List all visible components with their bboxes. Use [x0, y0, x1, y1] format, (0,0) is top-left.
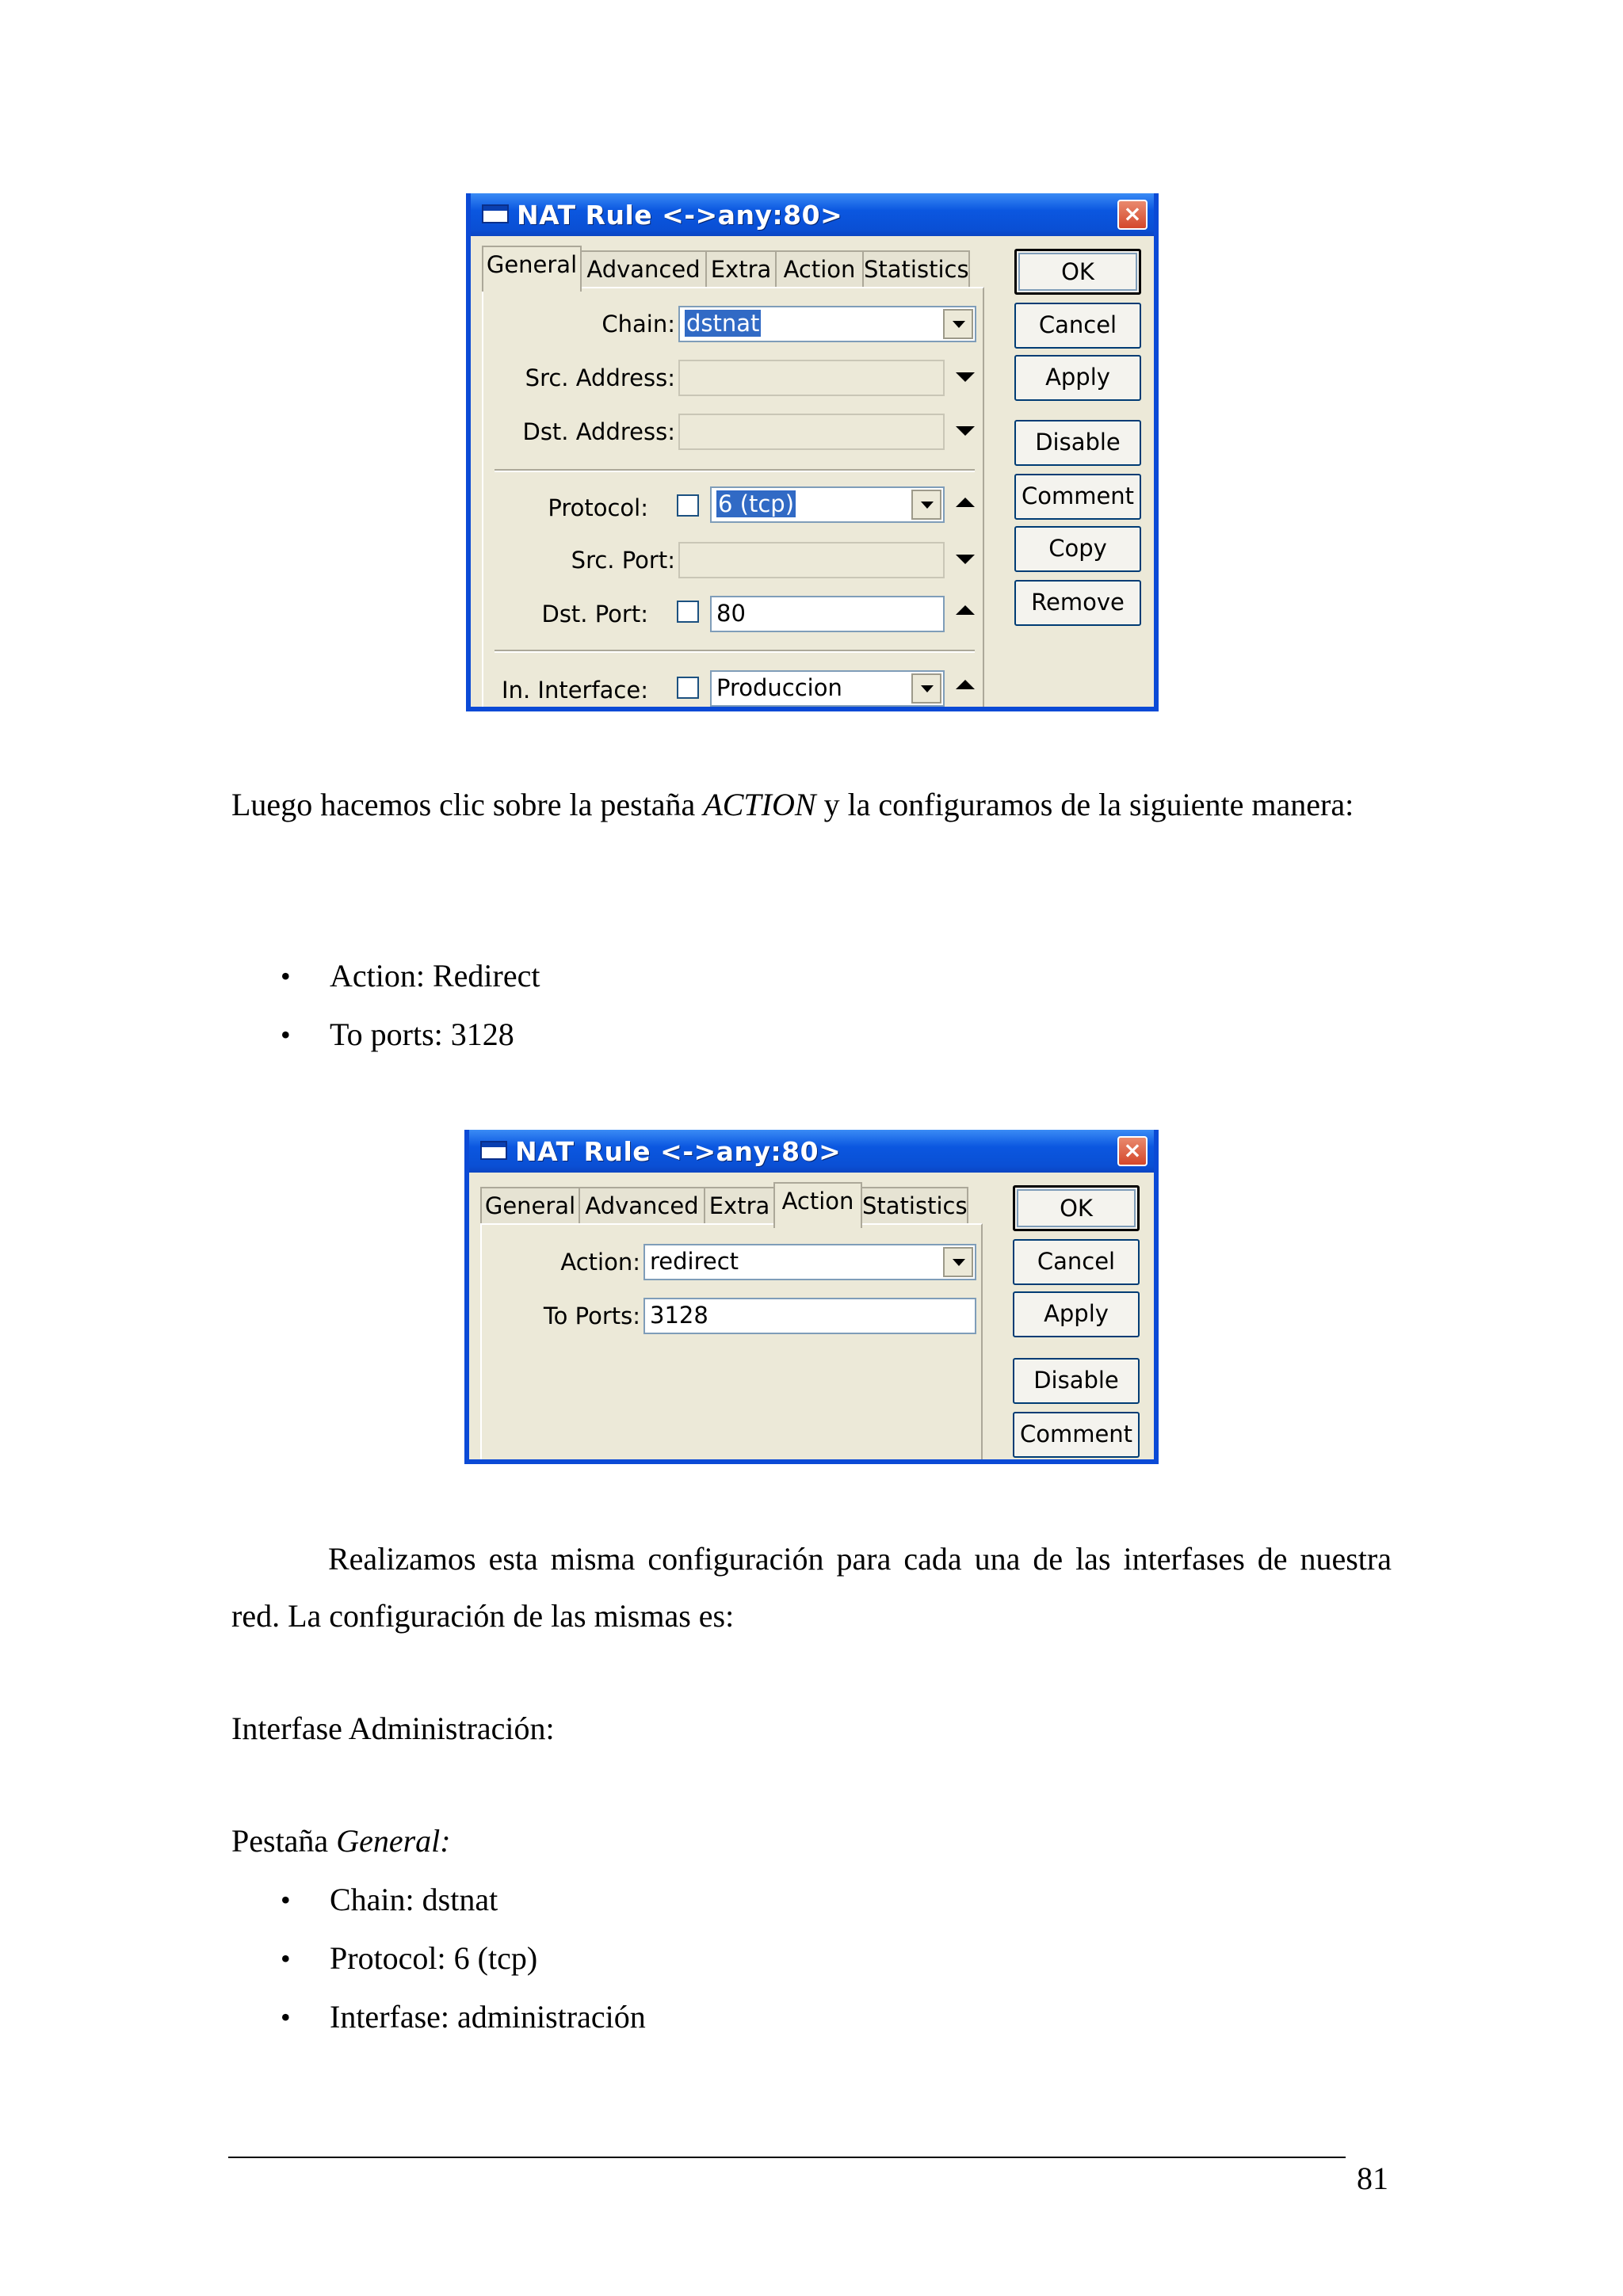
bullet-icon: • — [281, 960, 291, 992]
collapse-up-icon[interactable] — [956, 680, 975, 689]
tab-action[interactable]: Action — [773, 1182, 862, 1228]
comment-button[interactable]: Comment — [1013, 1412, 1140, 1458]
close-icon[interactable]: × — [1117, 200, 1148, 230]
dst-port-negate-checkbox[interactable] — [677, 601, 699, 623]
tab-statistics[interactable]: Statistics — [861, 1187, 968, 1225]
list-item — [281, 1016, 514, 1054]
footer-rule — [228, 2157, 1346, 2158]
chain-value: dstnat — [686, 310, 760, 337]
dst-port-field[interactable]: 80 — [710, 596, 945, 632]
separator — [495, 650, 975, 653]
src-address-label: Src. Address: — [525, 364, 675, 391]
dst-port-label: Dst. Port: — [541, 601, 648, 627]
expand-down-icon[interactable] — [956, 426, 975, 436]
close-icon[interactable]: × — [1117, 1136, 1148, 1166]
src-address-field[interactable] — [678, 360, 945, 396]
tab-extra[interactable]: Extra — [705, 250, 777, 288]
chevron-down-icon[interactable] — [911, 490, 941, 520]
protocol-negate-checkbox[interactable] — [677, 494, 699, 517]
in-interface-select[interactable] — [710, 670, 945, 707]
pestana-emphasis: General: — [336, 1823, 451, 1859]
apply-button[interactable]: Apply — [1013, 1291, 1140, 1337]
expand-down-icon[interactable] — [956, 555, 975, 564]
apply-button[interactable]: Apply — [1014, 355, 1141, 401]
bullet-icon: • — [281, 1019, 291, 1051]
list-item — [281, 1939, 538, 1978]
tab-statistics[interactable]: Statistics — [862, 250, 970, 288]
protocol-value: 6 (tcp) — [718, 490, 795, 517]
src-port-field[interactable] — [678, 542, 945, 578]
collapse-up-icon[interactable] — [956, 498, 975, 507]
paragraph-emphasis: ACTION — [703, 787, 816, 822]
list-item — [281, 1998, 646, 2036]
window-title: NAT Rule <->any:80> — [517, 200, 843, 231]
chevron-down-icon[interactable] — [943, 1247, 973, 1277]
paragraph-config-line1: Realizamos esta misma configuración para cada una de las interfases de nuestra — [328, 1541, 1392, 1577]
bullet-icon: • — [281, 1884, 291, 1916]
tab-extra[interactable]: Extra — [704, 1187, 775, 1225]
tab-general[interactable]: General — [482, 246, 582, 292]
pestana-text: Pestaña — [231, 1823, 337, 1859]
in-interface-negate-checkbox[interactable] — [677, 677, 699, 699]
collapse-up-icon[interactable] — [956, 605, 975, 615]
bullet-icon: • — [281, 2001, 291, 2033]
list-item-text: To ports: 3128 — [330, 1016, 514, 1052]
title-bar[interactable] — [466, 193, 1159, 236]
list-item-text: Chain: dstnat — [330, 1882, 498, 1917]
comment-button[interactable]: Comment — [1014, 474, 1141, 520]
nat-rule-dialog-action — [464, 1130, 1159, 1464]
subheading-interfase: Interfase Administración: — [231, 1711, 555, 1746]
tab-action[interactable]: Action — [775, 250, 864, 288]
paragraph-text: Luego hacemos clic sobre la pestaña — [231, 787, 704, 822]
in-interface-label: In. Interface: — [502, 677, 648, 704]
action-value: redirect — [650, 1248, 739, 1275]
chevron-down-icon[interactable] — [943, 309, 973, 339]
cancel-button[interactable]: Cancel — [1013, 1239, 1140, 1285]
chain-select[interactable] — [678, 306, 976, 342]
title-bar[interactable] — [464, 1130, 1159, 1173]
list-item-text: Interfase: administración — [330, 1999, 646, 2035]
dst-address-label: Dst. Address: — [522, 418, 675, 445]
to-ports-label: To Ports: — [543, 1302, 640, 1329]
disable-button[interactable]: Disable — [1013, 1358, 1140, 1404]
tab-general[interactable]: General — [480, 1187, 580, 1225]
paragraph-action-intro — [231, 786, 1354, 824]
disable-button[interactable]: Disable — [1014, 420, 1141, 466]
window-icon — [480, 1141, 507, 1160]
action-select[interactable] — [643, 1244, 976, 1280]
protocol-select[interactable] — [710, 486, 945, 523]
pestana-heading — [231, 1822, 451, 1860]
paragraph-text: y la configuramos de la siguiente manera: — [815, 787, 1354, 822]
expand-down-icon[interactable] — [956, 372, 975, 382]
action-label: Action: — [560, 1249, 640, 1276]
window-icon — [482, 204, 509, 223]
nat-rule-dialog-general — [466, 193, 1159, 711]
list-item — [281, 1881, 498, 1919]
to-ports-field[interactable]: 3128 — [643, 1298, 976, 1334]
bullet-icon: • — [281, 1943, 291, 1974]
tab-advanced[interactable]: Advanced — [579, 1187, 705, 1225]
separator — [495, 469, 975, 472]
src-port-label: Src. Port: — [571, 547, 675, 574]
dst-address-field[interactable] — [678, 414, 945, 450]
tab-advanced[interactable]: Advanced — [580, 250, 707, 288]
ok-button[interactable]: OK — [1013, 1185, 1140, 1231]
list-item-text: Action: Redirect — [330, 958, 540, 994]
window-title: NAT Rule <->any:80> — [515, 1136, 842, 1167]
in-interface-value: Produccion — [716, 674, 842, 701]
list-item — [281, 957, 540, 995]
chain-label: Chain: — [601, 311, 675, 338]
page-number: 81 — [1357, 2161, 1388, 2196]
protocol-label: Protocol: — [548, 494, 648, 521]
copy-button[interactable]: Copy — [1014, 526, 1141, 572]
list-item-text: Protocol: 6 (tcp) — [330, 1940, 538, 1976]
chevron-down-icon[interactable] — [911, 673, 941, 704]
cancel-button[interactable]: Cancel — [1014, 303, 1141, 349]
ok-button[interactable]: OK — [1014, 249, 1141, 295]
remove-button[interactable]: Remove — [1014, 580, 1141, 626]
paragraph-config-line2: red. La configuración de las mismas es: — [231, 1598, 735, 1634]
